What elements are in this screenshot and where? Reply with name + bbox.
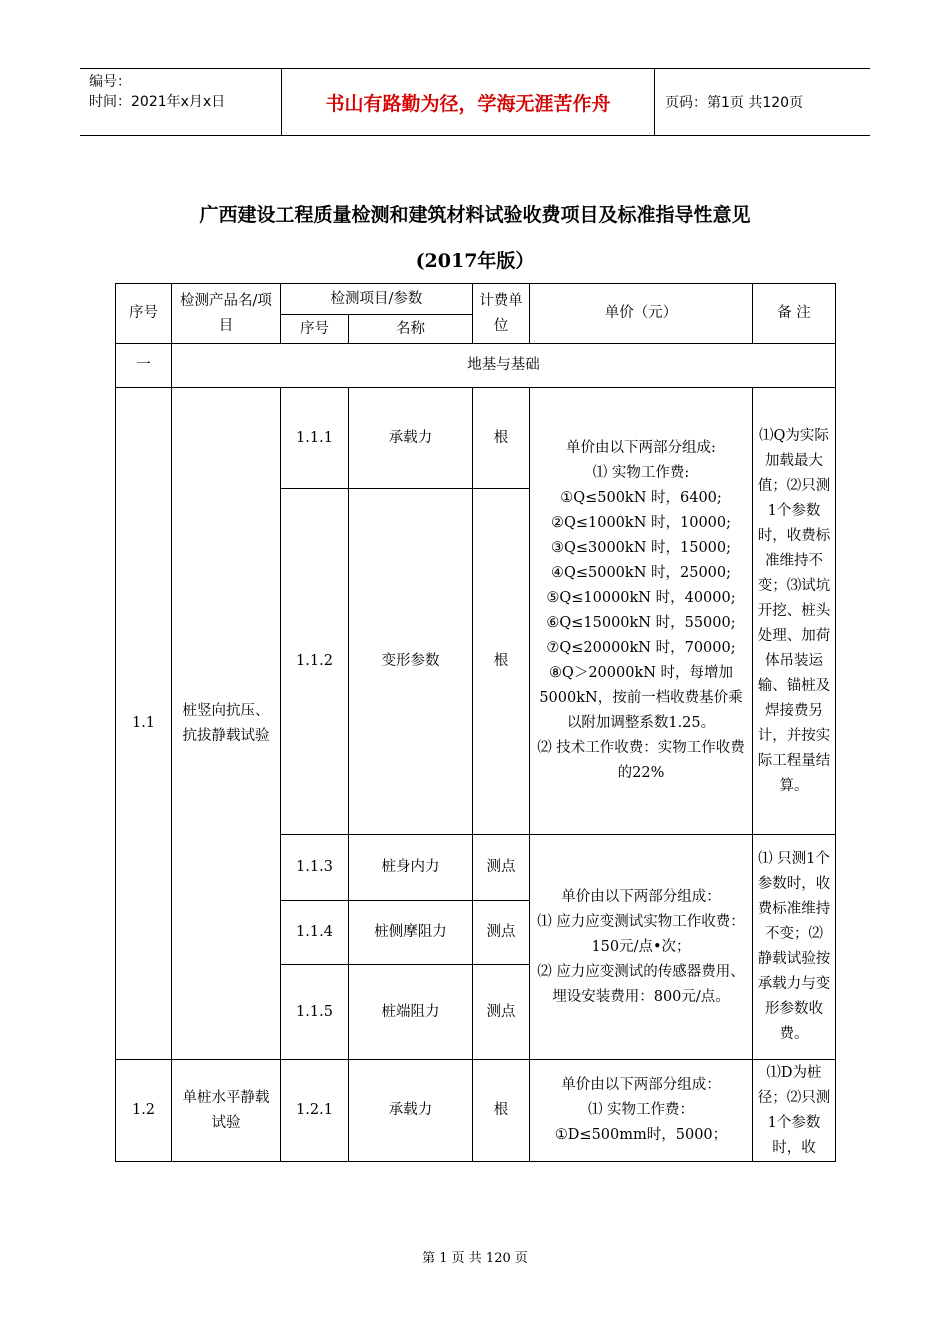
item-name: 变形参数: [349, 489, 473, 835]
price-detail: [530, 835, 753, 1060]
item-unit: 测点: [473, 901, 530, 965]
group-no: 1.1: [116, 388, 172, 1060]
header-remark: 备 注: [753, 284, 836, 344]
table-row: [116, 1060, 836, 1162]
header-product: 检测产品名/项目: [172, 284, 281, 344]
item-unit: 根: [473, 388, 530, 489]
header-meta: [80, 69, 282, 135]
section-row: [116, 344, 836, 388]
table-row: [116, 388, 836, 489]
doc-time-label: 时间：2021年x月x日: [89, 94, 226, 110]
price-line: 单价由以下两部分组成:: [566, 440, 716, 456]
price-line: ⑥Q≤15000kN 时，55000;: [546, 615, 736, 631]
group-product: 单桩水平静载试验: [172, 1060, 281, 1162]
remark: ⑴D为桩径；⑵只测1个参数时，收: [753, 1060, 836, 1162]
item-name: 桩端阻力: [349, 965, 473, 1060]
item-name: 桩侧摩阻力: [349, 901, 473, 965]
table-header-row: [116, 284, 836, 315]
price-line: ④Q≤5000kN 时，25000;: [550, 565, 732, 581]
item-unit: 根: [473, 489, 530, 835]
item-no: 1.1.4: [281, 901, 349, 965]
doc-number-label: 编号：: [89, 74, 131, 90]
price-line: ①D≤500mm时，5000；: [554, 1127, 728, 1143]
item-no: 1.1.1: [281, 388, 349, 489]
header-seq: 序号: [116, 284, 172, 344]
price-detail: [530, 388, 753, 835]
price-line: ⑧Q＞20000kN 时，每增加5000kN，按前一档收费基价乘以附加调整系数1.25。: [539, 665, 743, 731]
remark: ⑴Q为实际加载最大值；⑵只测1个参数时，收费标准维持不变；⑶试坑开挖、桩头处理、加荷体吊装运输、锚桩及焊接费另计，并按实际工程量结算。: [753, 388, 836, 835]
price-line: ①Q≤500kN 时，6400;: [560, 490, 722, 506]
price-line: ⑴ 实物工作费：: [587, 1102, 695, 1118]
item-no: 1.2.1: [281, 1060, 349, 1162]
document-title: 广西建设工程质量检测和建筑材料试验收费项目及标准指导性意见: [199, 204, 751, 226]
price-line: 单价由以下两部分组成：: [561, 888, 721, 905]
header-price: 单价（元）: [530, 284, 753, 344]
section-no: 一: [116, 344, 172, 388]
item-no: 1.1.2: [281, 489, 349, 835]
price-line: ⑵ 应力应变测试的传感器费用、埋设安装费用：800元/点。: [537, 963, 745, 1005]
item-unit: 测点: [473, 965, 530, 1060]
fee-table: [115, 283, 836, 1162]
header-page-label: 页码：第1页 共120页: [665, 95, 804, 111]
section-name: 地基与基础: [172, 344, 836, 388]
document-subtitle: (2017年版）: [415, 250, 535, 272]
page-header: [80, 68, 870, 136]
item-name: 桩身内力: [349, 835, 473, 901]
item-unit: 测点: [473, 835, 530, 901]
header-motto: 书山有路勤为径，学海无涯苦作舟: [282, 69, 655, 135]
price-line: ⑤Q≤10000kN 时，40000;: [546, 590, 736, 606]
price-line: 单价由以下两部分组成：: [561, 1077, 721, 1093]
group-product: 桩竖向抗压、抗拔静载试验: [172, 388, 281, 1060]
remark: ⑴ 只测1个参数时，收费标准维持不变；⑵ 静载试验按承载力与变形参数收费。: [753, 835, 836, 1060]
page-footer: 第 1 页 共 120 页: [422, 1251, 528, 1266]
group-no: 1.2: [116, 1060, 172, 1162]
price-line: ⑴ 应力应变测试实物工作收费：150元/点•次；: [537, 913, 745, 955]
price-line: ⑦Q≤20000kN 时，70000;: [546, 640, 736, 656]
header-unit: 计费单位: [473, 284, 530, 344]
item-no: 1.1.5: [281, 965, 349, 1060]
header-name: 名称: [349, 315, 473, 344]
price-detail: [530, 1060, 753, 1162]
price-line: ③Q≤3000kN 时，15000;: [550, 540, 732, 556]
item-no: 1.1.3: [281, 835, 349, 901]
price-line: ⑴ 实物工作费:: [592, 465, 690, 481]
item-name: 承载力: [349, 388, 473, 489]
header-sub-seq: 序号: [281, 315, 349, 344]
header-item-param: 检测项目/参数: [281, 284, 473, 315]
price-line: ⑵ 技术工作收费：实物工作收费的22%: [537, 740, 745, 781]
item-name: 承载力: [349, 1060, 473, 1162]
price-line: ②Q≤1000kN 时，10000;: [550, 515, 732, 531]
item-unit: 根: [473, 1060, 530, 1162]
